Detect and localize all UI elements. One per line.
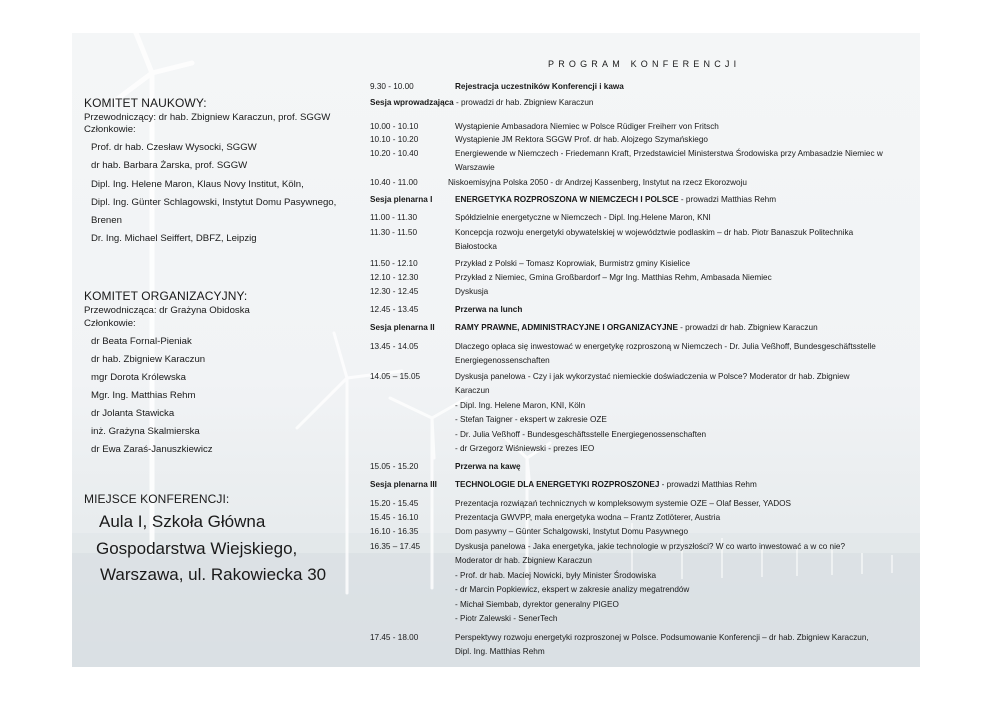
- program-time: 12.45 - 13.45: [370, 305, 419, 314]
- scientific-member: Dipl. Ing. Helene Maron, Klaus Novy Institut, Köln,: [91, 179, 304, 190]
- program-text: Wystąpienie JM Rektora SGGW Prof. dr hab. Alojzego Szymańskiego: [455, 135, 708, 144]
- program-content: [455, 414, 607, 426]
- program-time: 11.30 - 11.50: [370, 228, 418, 237]
- program-text: - prowadzi dr hab. Zbigniew Karaczun: [453, 98, 594, 107]
- program-time: 15.45 - 16.10: [370, 513, 419, 522]
- organizing-member: dr hab. Zbigniew Karaczun: [91, 354, 206, 365]
- brochure-page: [72, 33, 920, 667]
- program-text: Białostocka: [455, 242, 497, 251]
- program-text: Przykład z Polski – Tomasz Koprowiak, Burmistrz gminy Kisielice: [455, 259, 691, 268]
- program-content: [455, 632, 869, 644]
- organizing-member: dr Jolanta Stawicka: [91, 408, 175, 419]
- program-bold-text: RAMY PRAWNE, ADMINISTRACYJNE I ORGANIZACYJNE: [455, 323, 678, 332]
- organizing-committee-heading: KOMITET ORGANIZACYJNY:: [84, 289, 248, 303]
- program-content: [455, 304, 522, 316]
- program-time: 14.05 – 15.05: [370, 372, 421, 381]
- program-time: Sesja plenarna II: [370, 323, 435, 332]
- scientific-members-label: Członkowie:: [84, 124, 136, 135]
- program-time: 16.10 - 16.35: [370, 527, 419, 536]
- program-content: [455, 134, 708, 146]
- program-content: [455, 443, 594, 455]
- program-text: Wystąpienie Ambasadora Niemiec w Polsce Rüdiger Freiherr von Fritsch: [455, 122, 719, 131]
- program-bold-text: Przerwa na lunch: [455, 305, 523, 314]
- program-time: Sesja plenarna III: [370, 480, 437, 489]
- program-text: Dyskusja panelowa - Czy i jak wykorzystać niemieckie doświadczenia w Polsce? Moderator dr hab. Zbigniew: [455, 372, 850, 381]
- program-content: [455, 148, 883, 160]
- program-content: [455, 541, 845, 553]
- organizing-member: dr Beata Fornal-Pieniak: [91, 336, 192, 347]
- program-content: [455, 613, 557, 625]
- organizing-member: dr Ewa Zaraś-Januszkiewicz: [91, 444, 213, 455]
- program-time: 9.30 - 10.00: [370, 82, 414, 91]
- program-content: [455, 341, 876, 353]
- scientific-member: Brenen: [91, 215, 122, 226]
- program-bold-text: Rejestracja uczestników Konferencji i kawa: [455, 82, 624, 91]
- scientific-member: Prof. dr hab. Czesław Wysocki, SGGW: [91, 142, 257, 153]
- program-text: Dom pasywny – Günter Schalgowski, Instytut Domu Pasywnego: [455, 527, 688, 536]
- program-content: [455, 272, 772, 284]
- scientific-member: Dipl. Ing. Günter Schlagowski, Instytut Domu Pasywnego,: [91, 197, 337, 208]
- program-content: [455, 227, 853, 239]
- program-content: [455, 258, 690, 270]
- program-time: 13.45 - 14.05: [370, 342, 419, 351]
- program-text: - Dipl. Ing. Helene Maron, KNI, Köln: [455, 401, 586, 410]
- program-content: [455, 81, 624, 93]
- program-text: - dr Marcin Popkiewicz, ekspert w zakresie analizy megatrendów: [455, 585, 690, 594]
- program-bold-text: Przerwa na kawę: [455, 462, 521, 471]
- program-text: Prezentacja rozwiązań technicznych w kompleksowym systemie OZE – Olaf Besser, YADOS: [455, 499, 791, 508]
- program-text: Niskoemisyjna Polska 2050 - dr Andrzej Kassenberg, Instytut na rzecz Ekorozwoju: [448, 178, 747, 187]
- program-text: - prowadzi dr hab. Zbigniew Karaczun: [677, 323, 818, 332]
- program-content: [455, 400, 585, 412]
- program-text: - prowadzi Matthias Rehm: [659, 480, 757, 489]
- program-time: Sesja plenarna I: [370, 195, 433, 204]
- program-text: - Stefan Taigner - ekspert w zakresie OZE: [455, 415, 607, 424]
- program-text: Moderator dr hab. Zbigniew Karaczun: [455, 556, 592, 565]
- program-bold-text: Sesja wprowadzająca: [370, 98, 454, 107]
- program-content: [455, 385, 490, 397]
- program-content: [455, 121, 719, 133]
- program-text: - Prof. dr hab. Maciej Nowicki, były Minister Środowiska: [455, 571, 657, 580]
- program-text: Energiewende w Niemczech - Friedemann Kraft, Przedstawiciel Ministerstwa Środowiska przy Ambasadzie Niemiec w: [455, 149, 883, 158]
- program-time: 12.10 - 12.30: [370, 273, 419, 282]
- venue-line: Aula I, Szkoła Główna: [99, 512, 266, 531]
- program-time: 11.00 - 11.30: [370, 213, 418, 222]
- program-content: [455, 371, 850, 383]
- organizing-members-label: Członkowie:: [84, 318, 136, 329]
- program-content: [455, 212, 711, 224]
- program-text: Perspektywy rozwoju energetyki rozproszonej w Polsce. Podsumowanie Konferencji – dr hab. Zbigniew Karaczun,: [455, 633, 869, 642]
- scientific-committee-heading: KOMITET NAUKOWY:: [84, 96, 207, 110]
- venue-heading: MIEJSCE KONFERENCJI:: [84, 492, 230, 506]
- program-text: - prowadzi Matthias Rehm: [678, 195, 777, 204]
- program-title: PROGRAM KONFERENCJI: [548, 59, 741, 69]
- scientific-member: Dr. Ing. Michael Seiffert, DBFZ, Leipzig: [91, 233, 257, 244]
- program-text: Karaczun: [455, 386, 490, 395]
- program-text: - Michał Siembab, dyrektor generalny PIGEO: [455, 600, 619, 609]
- program-text: Warszawie: [455, 163, 495, 172]
- program-text: - dr Grzegorz Wiśniewski - prezes IEO: [455, 444, 595, 453]
- program-content: [448, 177, 747, 189]
- program-text: Dyskusja: [455, 287, 489, 296]
- program-content: [455, 322, 818, 334]
- venue-line: Gospodarstwa Wiejskiego,: [96, 539, 298, 558]
- program-bold-text: TECHNOLOGIE DLA ENERGETYKI ROZPROSZONEJ: [455, 480, 660, 489]
- program-text: Spółdzielnie energetyczne w Niemczech - Dipl. Ing.Helene Maron, KNI: [455, 213, 711, 222]
- program-time: 15.20 - 15.45: [370, 499, 419, 508]
- program-time: 10.10 - 10.20: [370, 135, 419, 144]
- program-content: [455, 355, 550, 367]
- program-text: - Piotr Zalewski - SenerTech: [455, 614, 558, 623]
- program-time: 11.50 - 12.10: [370, 259, 418, 268]
- program-content: [455, 162, 495, 174]
- program-content: [455, 479, 757, 491]
- program-content: [455, 599, 619, 611]
- organizing-member: inż. Grażyna Skalmierska: [91, 426, 200, 437]
- organizing-committee-chair: Przewodnicząca: dr Grażyna Obidoska: [84, 305, 250, 316]
- program-content: [455, 429, 706, 441]
- program-content: [455, 241, 497, 253]
- organizing-member: mgr Dorota Królewska: [91, 372, 186, 383]
- organizing-member: Mgr. Ing. Matthias Rehm: [91, 390, 196, 401]
- program-time: 16.35 – 17.45: [370, 542, 421, 551]
- program-content: [455, 498, 791, 510]
- program-content: [455, 194, 776, 206]
- program-time: 15.05 - 15.20: [370, 462, 419, 471]
- program-content: [455, 526, 688, 538]
- program-text: Dlaczego opłaca się inwestować w energetykę rozproszoną w Niemczech - Dr. Julia Veßhoff, Bundesgeschäftsstelle: [455, 342, 876, 351]
- scientific-member: dr hab. Barbara Żarska, prof. SGGW: [91, 160, 248, 171]
- program-content: [455, 570, 656, 582]
- program-content: [455, 584, 689, 596]
- program-content: [455, 286, 488, 298]
- program-time: 10.20 - 10.40: [370, 149, 419, 158]
- program-content: [455, 555, 592, 567]
- program-bold-text: ENERGETYKA ROZPROSZONA W NIEMCZECH I POLSCE: [455, 195, 679, 204]
- program-text: Koncepcja rozwoju energetyki obywatelskiej w województwie podlaskim – dr hab. Piotr Banaszuk Politechnika: [455, 228, 854, 237]
- program-text: Dipl. Ing. Matthias Rehm: [455, 647, 545, 656]
- program-time: 10.40 - 11.00: [370, 178, 418, 187]
- venue-line: Warszawa, ul. Rakowiecka 30: [100, 565, 327, 584]
- program-content: [455, 646, 545, 658]
- program-text: Prezentacja GWVPP, mała energetyka wodna – Frantz Zotlöterer, Austria: [455, 513, 721, 522]
- program-time: 12.30 - 12.45: [370, 287, 419, 296]
- program-content: [370, 97, 593, 109]
- scientific-committee-chair: Przewodniczący: dr hab. Zbigniew Karaczun, prof. SGGW: [84, 112, 331, 123]
- program-text: Energiegenossenschaften: [455, 356, 550, 365]
- program-content: [455, 512, 720, 524]
- program-content: [455, 461, 521, 473]
- program-time: 10.00 - 10.10: [370, 122, 419, 131]
- program-text: Dyskusja panelowa - Jaka energetyka, jakie technologie w przyszłości? W co warto inwestować a w co nie?: [455, 542, 845, 551]
- program-text: - Dr. Julia Veßhoff - Bundesgeschäftsstelle Energiegenossenschaften: [455, 430, 707, 439]
- program-time: 17.45 - 18.00: [370, 633, 419, 642]
- program-text: Przykład z Niemiec, Gmina Großbardorf – Mgr Ing. Matthias Rehm, Ambasada Niemiec: [455, 273, 772, 282]
